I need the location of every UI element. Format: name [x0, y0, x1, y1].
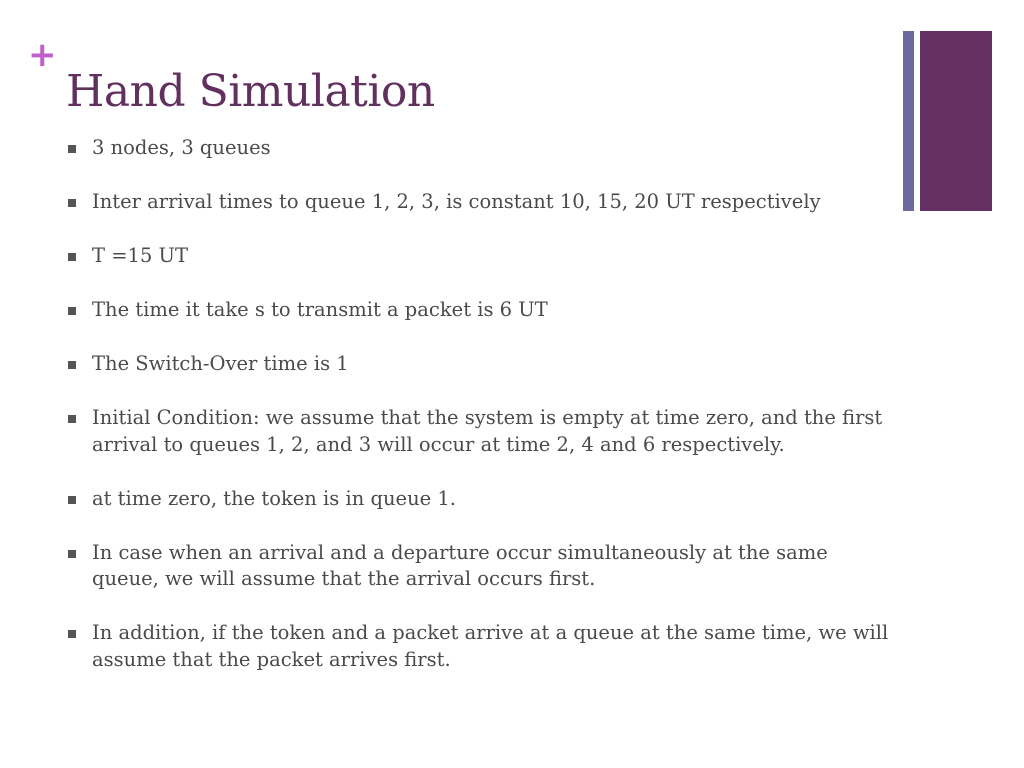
square-bullet-icon — [68, 550, 76, 558]
square-bullet-icon — [68, 415, 76, 423]
bullet-item — [68, 620, 898, 673]
bullet-item — [68, 243, 898, 270]
bullet-item — [68, 297, 898, 324]
bullet-list — [68, 135, 898, 673]
square-bullet-icon — [68, 253, 76, 261]
bullet-text: In case when an arrival and a departure occur simultaneously at the same queue, we will assume that the arrival occurs first. — [92, 540, 828, 590]
bullet-text: at time zero, the token is in queue 1. — [92, 486, 456, 510]
square-bullet-icon — [68, 145, 76, 153]
square-bullet-icon — [68, 630, 76, 638]
decorative-bar-thin — [903, 31, 914, 211]
bullet-item — [68, 486, 898, 513]
bullet-text: 3 nodes, 3 queues — [92, 136, 271, 159]
square-bullet-icon — [68, 199, 76, 207]
bullet-text: Inter arrival times to queue 1, 2, 3, is constant 10, 15, 20 UT respectively — [92, 190, 821, 213]
slide-title: Hand Simulation — [66, 66, 435, 117]
bullet-text: Initial Condition: we assume that the system is empty at time zero, and the first arrival to queues 1, 2, and 3 will occur at time 2, 4 and 6 respectively. — [92, 406, 883, 456]
square-bullet-icon — [68, 496, 76, 504]
square-bullet-icon — [68, 361, 76, 369]
square-bullet-icon — [68, 307, 76, 315]
bullet-text: The time it take s to transmit a packet is 6 UT — [92, 298, 548, 321]
plus-icon: + — [28, 35, 57, 75]
bullet-item — [68, 135, 898, 162]
bullet-item — [68, 540, 898, 593]
bullet-item — [68, 405, 898, 458]
bullet-text: In addition, if the token and a packet arrive at a queue at the same time, we will assume that the packet arrives first. — [92, 621, 889, 671]
bullet-text: T =15 UT — [92, 244, 188, 267]
bullet-item — [68, 189, 898, 216]
decorative-bar-thick — [920, 31, 992, 211]
bullet-text: The Switch-Over time is 1 — [92, 352, 349, 375]
bullet-item — [68, 351, 898, 378]
